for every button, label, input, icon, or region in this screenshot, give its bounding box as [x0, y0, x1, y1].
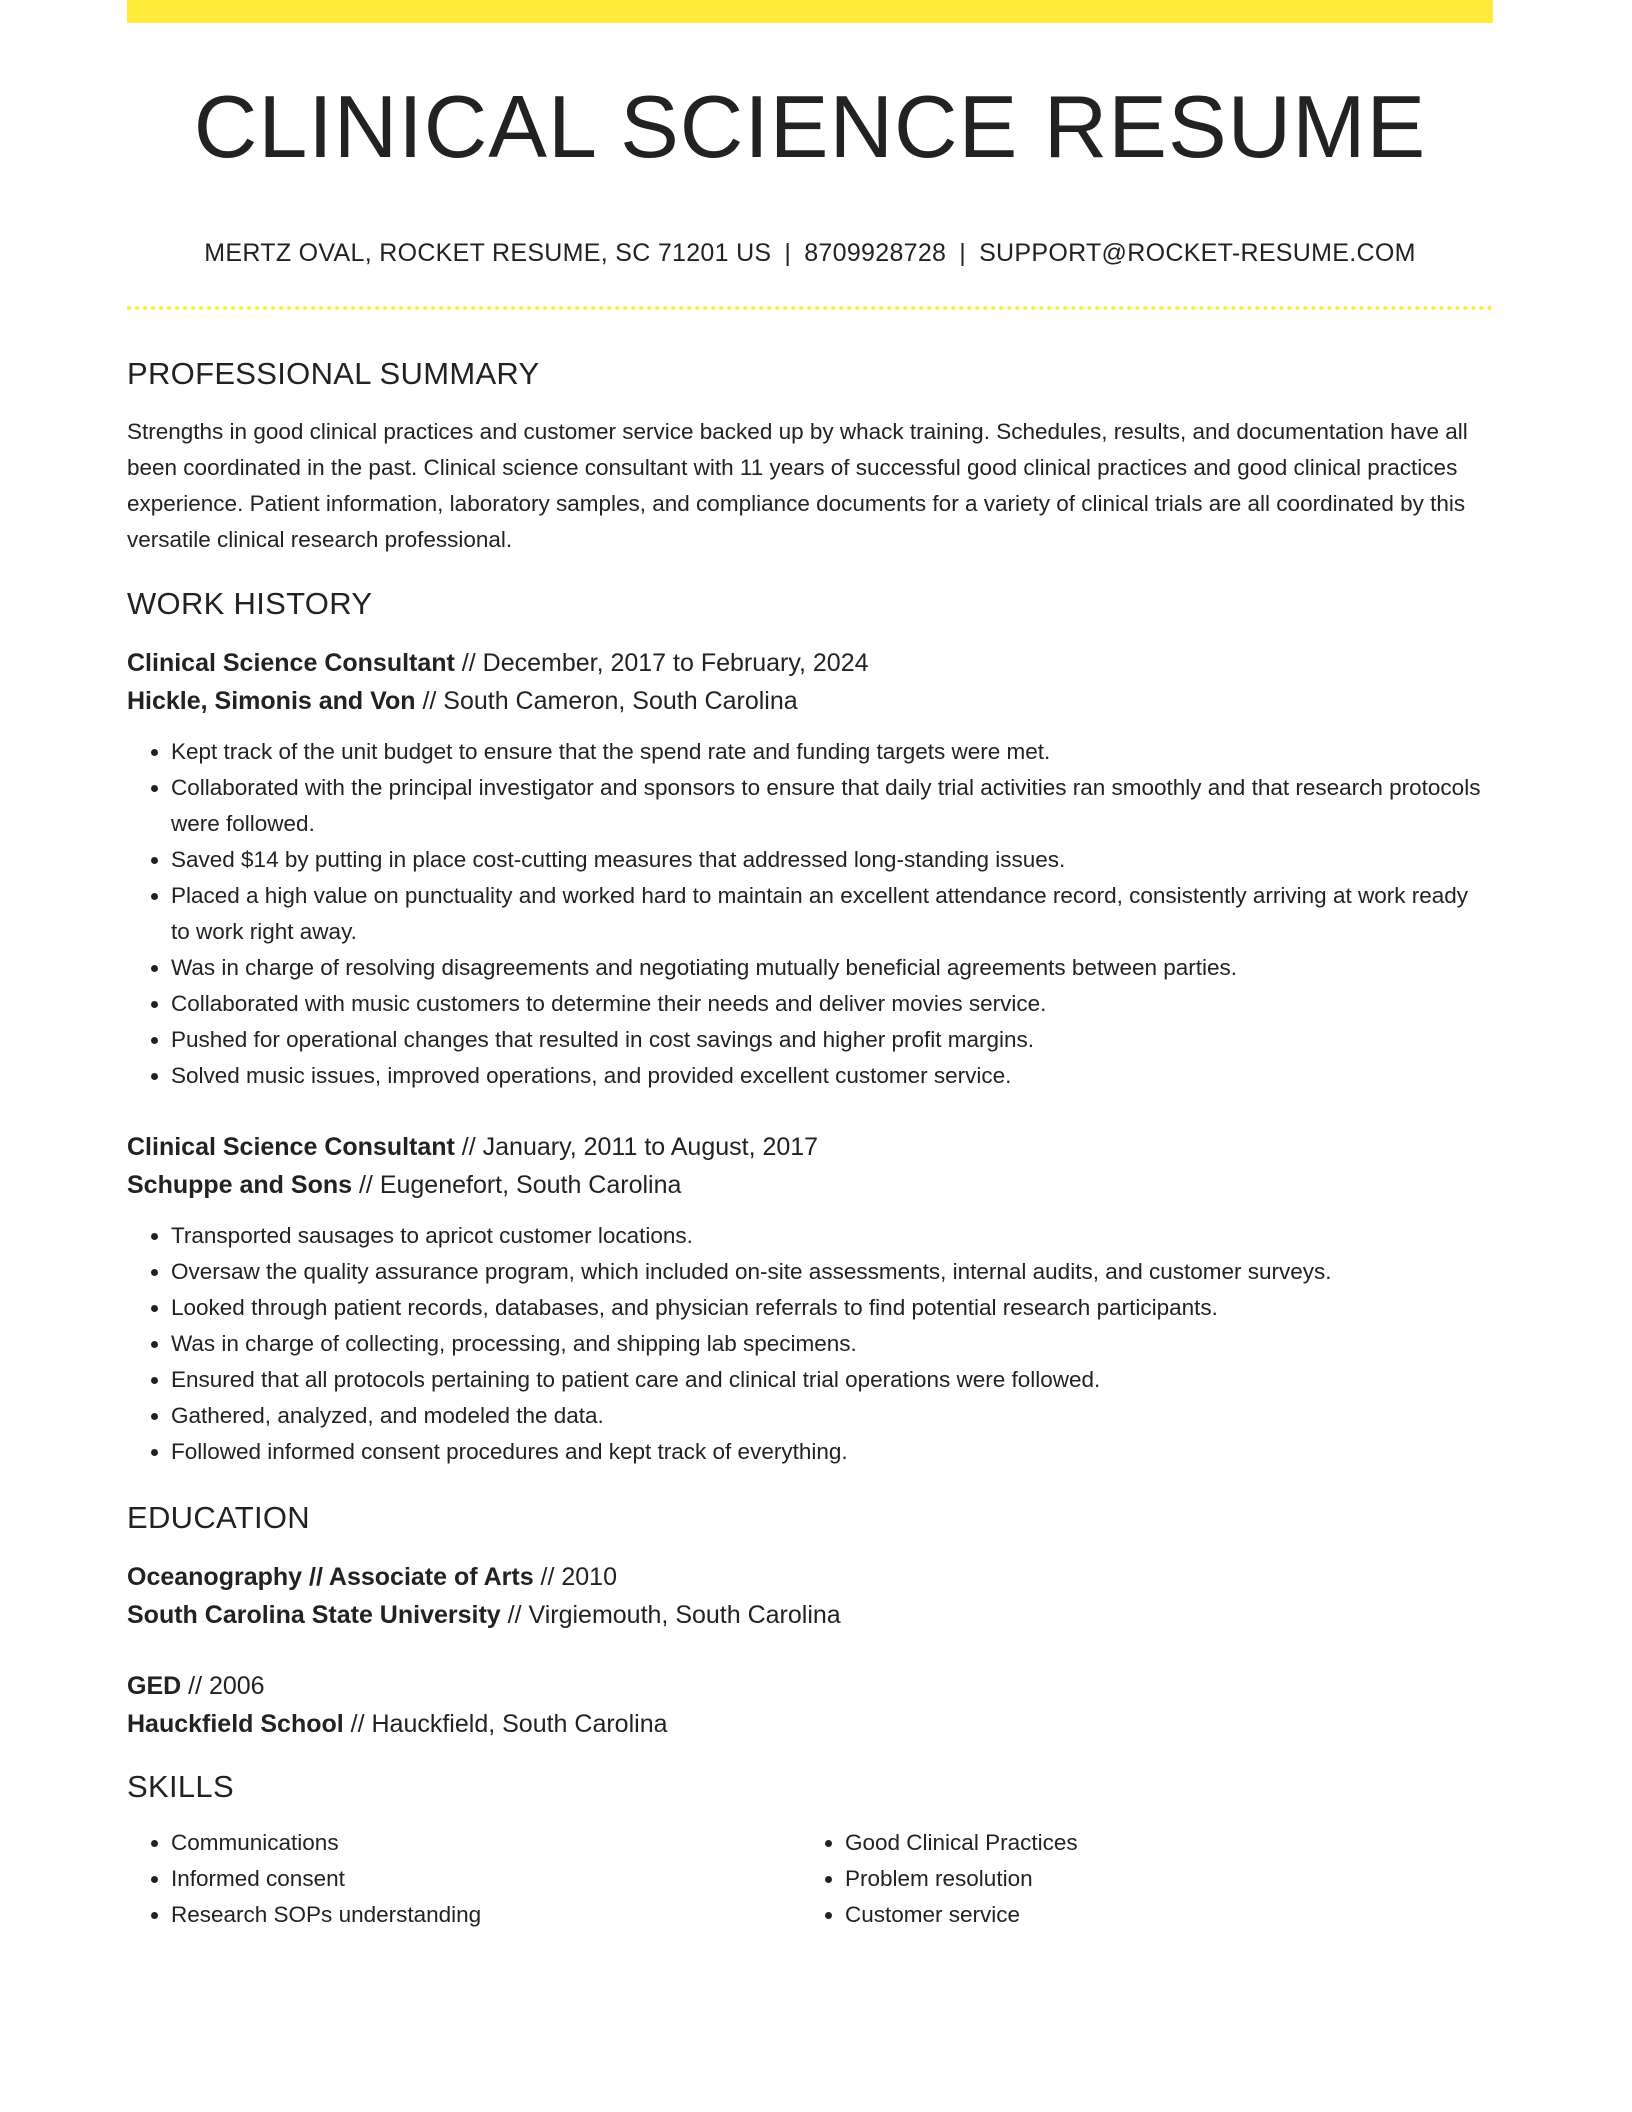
job-bullets — [127, 734, 1493, 1094]
education-degree-line — [127, 1558, 1493, 1596]
job-dates: // December, 2017 to February, 2024 — [454, 649, 869, 677]
job-title: Clinical Science Consultant — [127, 1133, 455, 1161]
contact-separator: | — [784, 239, 792, 267]
job-title: Clinical Science Consultant — [127, 649, 455, 677]
education-entry — [127, 1667, 1493, 1743]
job-location: // South Cameron, South Carolina — [415, 687, 798, 715]
skill-item: • Informed consent — [171, 1861, 801, 1897]
summary-heading: PROFESSIONAL SUMMARY — [127, 356, 540, 391]
job-bullet: • Saved $14 by putting in place cost-cutting measures that addressed long-standing issues. — [171, 842, 1493, 878]
skills-list — [127, 1825, 1493, 1933]
skill-item: • Communications — [171, 1825, 801, 1861]
job-bullet: • Oversaw the quality assurance program, which included on-site assessments, internal audits, and customer surveys. — [171, 1254, 1493, 1290]
skill-item: • Customer service — [845, 1897, 1078, 1933]
job-entry — [127, 644, 1493, 1094]
job-bullet: • Was in charge of resolving disagreements and negotiating mutually beneficial agreements between parties. — [171, 950, 1493, 986]
job-dates: // January, 2011 to August, 2017 — [454, 1133, 819, 1161]
education-school-line — [127, 1705, 1493, 1743]
job-location: // Eugenefort, South Carolina — [352, 1171, 682, 1199]
work-history-heading: WORK HISTORY — [127, 586, 373, 621]
education-heading: EDUCATION — [127, 1500, 310, 1535]
education-entry — [127, 1558, 1493, 1634]
skill-item: • Good Clinical Practices — [845, 1825, 1078, 1861]
resume-page — [127, 0, 1493, 1933]
education-year: // 2010 — [533, 1563, 617, 1591]
job-title-line — [127, 644, 1493, 682]
job-bullet: • Collaborated with music customers to determine their needs and deliver movies service. — [171, 986, 1493, 1022]
job-company: Hickle, Simonis and Von — [127, 687, 416, 715]
summary-text: Strengths in good clinical practices and customer service backed up by whack training. Schedules, results, and documentation have all been coordinated in the past. Clinical science consultant with 11 years of successful good clinical practices and good clinical practices experience. Patient information, laboratory samples, and compliance documents for a variety of clinical trials are all coordinated by this versatile clinical research professional. — [127, 419, 1468, 552]
contact-email: SUPPORT@ROCKET-RESUME.COM — [979, 239, 1416, 267]
skill-item: • Research SOPs understanding — [171, 1897, 801, 1933]
education-location: // Virgiemouth, South Carolina — [500, 1601, 841, 1629]
contact-address: MERTZ OVAL, ROCKET RESUME, SC 71201 US — [204, 239, 772, 267]
job-bullet: • Gathered, analyzed, and modeled the data. — [171, 1398, 1493, 1434]
job-entry — [127, 1128, 1493, 1470]
contact-line — [127, 239, 1493, 268]
education-location: // Hauckfield, South Carolina — [343, 1710, 668, 1738]
education-degree: GED — [127, 1672, 182, 1700]
skills-heading: SKILLS — [127, 1769, 234, 1804]
job-bullet: • Collaborated with the principal investigator and sponsors to ensure that daily trial activities ran smoothly and that research protocols were followed. — [171, 770, 1493, 842]
skills-column-left — [127, 1825, 801, 1933]
education-school: Hauckfield School — [127, 1710, 344, 1738]
job-bullet: • Kept track of the unit budget to ensure that the spend rate and funding targets were met. — [171, 734, 1493, 770]
job-company-line — [127, 682, 1493, 720]
skill-item: • Problem resolution — [845, 1861, 1078, 1897]
skills-column-right — [801, 1825, 1078, 1933]
education-degree: Oceanography // Associate of Arts — [127, 1563, 534, 1591]
education-year: // 2006 — [181, 1672, 265, 1700]
header-divider — [127, 306, 1493, 310]
job-bullet: • Pushed for operational changes that resulted in cost savings and higher profit margins. — [171, 1022, 1493, 1058]
job-bullet: • Ensured that all protocols pertaining to patient care and clinical trial operations were followed. — [171, 1362, 1493, 1398]
job-bullets — [127, 1218, 1493, 1470]
job-bullet: • Was in charge of collecting, processing, and shipping lab specimens. — [171, 1326, 1493, 1362]
education-degree-line — [127, 1667, 1493, 1705]
contact-phone: 8709928728 — [804, 239, 947, 267]
job-title-line — [127, 1128, 1493, 1166]
accent-top-bar — [127, 0, 1493, 23]
job-bullet: • Transported sausages to apricot customer locations. — [171, 1218, 1493, 1254]
education-school: South Carolina State University — [127, 1601, 501, 1629]
job-bullet: • Followed informed consent procedures and kept track of everything. — [171, 1434, 1493, 1470]
resume-title: CLINICAL SCIENCE RESUME — [193, 77, 1427, 176]
job-bullet: • Placed a high value on punctuality and worked hard to maintain an excellent attendance record, consistently arriving at work ready to work right away. — [171, 878, 1493, 950]
education-school-line — [127, 1596, 1493, 1634]
contact-separator: | — [959, 239, 967, 267]
job-company: Schuppe and Sons — [127, 1171, 353, 1199]
job-bullet: • Looked through patient records, databases, and physician referrals to find potential research participants. — [171, 1290, 1493, 1326]
job-company-line — [127, 1166, 1493, 1204]
job-bullet: • Solved music issues, improved operations, and provided excellent customer service. — [171, 1058, 1493, 1094]
